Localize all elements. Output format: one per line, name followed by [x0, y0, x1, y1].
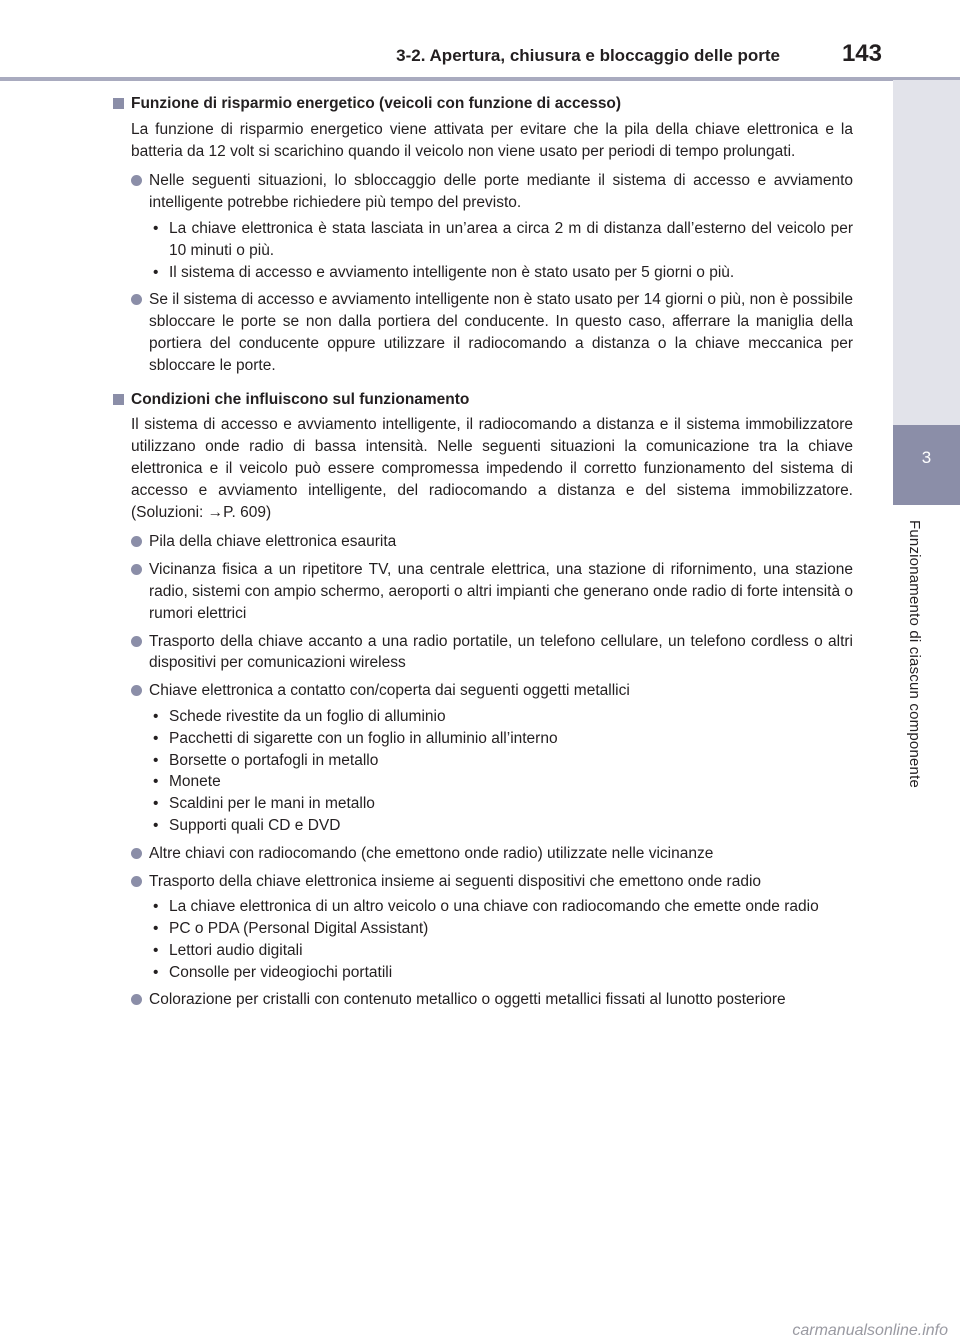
- square-bullet-icon: [113, 394, 124, 405]
- round-bullet-icon: [131, 175, 142, 186]
- bullet-text: Trasporto della chiave elettronica insieme ai seguenti dispositivi che emettono onde radio: [149, 872, 762, 890]
- section-heading: [113, 389, 853, 411]
- header-divider: [0, 77, 960, 81]
- bullet-item: [131, 559, 853, 624]
- round-bullet-icon: [131, 564, 142, 575]
- section-header-title: 3-2. Apertura, chiusura e bloccaggio delle porte: [396, 46, 780, 65]
- bullet-text: Se il sistema di accesso e avviamento intelligente non è stato usato per 14 giorni o più, non è possibile sbloccare le porte se non dalla portiera del conducente. In questo caso, afferrare la maniglia della portiera del conducente oppure utilizzare il radiocomando a distanza o la chiave meccanica per sbloccare le porte.: [149, 291, 853, 374]
- chapter-number: 3: [921, 448, 932, 467]
- sub-list-item: • PC o PDA (Personal Digital Assistant): [149, 918, 853, 940]
- bullet-text: Altre chiavi con radiocomando (che emettono onde radio) utilizzate nelle vicinanze: [149, 844, 714, 862]
- section-heading: [113, 93, 853, 115]
- sub-list-item: • Supporti quali CD e DVD: [149, 815, 853, 837]
- bullet-text: Pila della chiave elettronica esaurita: [149, 533, 397, 551]
- paragraph: La funzione di risparmio energetico viene attivata per evitare che la pila della chiave elettronica e la batteria da 12 volt si scarichino quando il veicolo non viene usato per periodi di tempo prolungati.: [131, 120, 853, 160]
- sub-list-item: • La chiave elettronica è stata lasciata in un’area a circa 2 m di distanza dall’esterno del veicolo per 10 minuti o più.: [149, 218, 853, 262]
- sub-list-item: • Borsette o portafogli in metallo: [149, 750, 853, 772]
- sub-list-item: • Schede rivestite da un foglio di alluminio: [149, 706, 853, 728]
- round-bullet-icon: [131, 848, 142, 859]
- sub-list-item: • Scaldini per le mani in metallo: [149, 793, 853, 815]
- round-bullet-icon: [131, 994, 142, 1005]
- round-bullet-icon: [131, 294, 142, 305]
- bullet-item: [131, 989, 853, 1011]
- page-number: 143: [841, 40, 882, 67]
- round-bullet-icon: [131, 636, 142, 647]
- watermark: carmanualsonline.info: [792, 1322, 948, 1339]
- bullet-item: [131, 843, 853, 865]
- sub-list: [149, 218, 853, 283]
- round-bullet-icon: [131, 536, 142, 547]
- page-content: [113, 93, 853, 1013]
- page-header: [0, 0, 960, 80]
- round-bullet-icon: [131, 685, 142, 696]
- sub-list-item: • Il sistema di accesso e avviamento intelligente non è stato usato per 5 giorni o più.: [149, 262, 853, 284]
- square-bullet-icon: [113, 98, 124, 109]
- sub-list-item: • Pacchetti di sigarette con un foglio in alluminio all’interno: [149, 728, 853, 750]
- section-heading-text: Funzione di risparmio energetico (veicoli con funzione di accesso): [131, 95, 622, 112]
- bullet-text: Trasporto della chiave accanto a una radio portatile, un telefono cellulare, un telefono cordless o altri dispositivi per comunicazioni wireless: [149, 632, 853, 672]
- sub-list: [149, 706, 853, 837]
- bullet-item: [131, 871, 853, 893]
- sub-list: [149, 896, 853, 983]
- bullet-item: [131, 680, 853, 702]
- side-tab-background: [893, 80, 960, 425]
- sub-list-item: • La chiave elettronica di un altro veicolo o una chiave con radiocomando che emette onde radio: [149, 896, 853, 918]
- section-heading-text: Condizioni che influiscono sul funzionamento: [131, 390, 470, 408]
- bullet-text: Nelle seguenti situazioni, lo sbloccaggio delle porte mediante il sistema di accesso e avviamento intelligente potrebbe richiedere più tempo del previsto.: [149, 172, 853, 212]
- bullet-item: [131, 631, 853, 675]
- bullet-item: [131, 531, 853, 553]
- bullet-text: Vicinanza fisica a un ripetitore TV, una centrale elettrica, una stazione di rifornimento, una stazione radio, sistemi con ampio schermo, aeroporti o altri impianti che generano onde radio di forte intensità o rumori elettrici: [149, 561, 853, 622]
- bullet-text: Chiave elettronica a contatto con/coperta dai seguenti oggetti metallici: [149, 682, 630, 700]
- round-bullet-icon: [131, 876, 142, 887]
- sub-list-item: • Lettori audio digitali: [149, 940, 853, 962]
- sub-list-item: • Consolle per videogiochi portatili: [149, 962, 853, 984]
- paragraph: Il sistema di accesso e avviamento intelligente, il radiocomando a distanza e il sistema immobilizzatore utilizzano onde radio di bassa intensità. Nelle seguenti situazioni la comunicazione tra la chiave elettronica e il veicolo può essere compromessa impedendo il corretto funzionamento del sistema di accesso e avviamento intelligente, del radiocomando a distanza e del sistema immobilizzatore. (Soluzioni: →P. 609): [131, 416, 853, 521]
- sub-list-item: • Monete: [149, 771, 853, 793]
- bullet-item: [131, 170, 853, 214]
- chapter-title: Funzionamento di ciascun componente: [906, 520, 923, 788]
- bullet-item: [131, 289, 853, 376]
- bullet-text: Colorazione per cristalli con contenuto metallico o oggetti metallici fissati al lunotto posteriore: [149, 991, 786, 1009]
